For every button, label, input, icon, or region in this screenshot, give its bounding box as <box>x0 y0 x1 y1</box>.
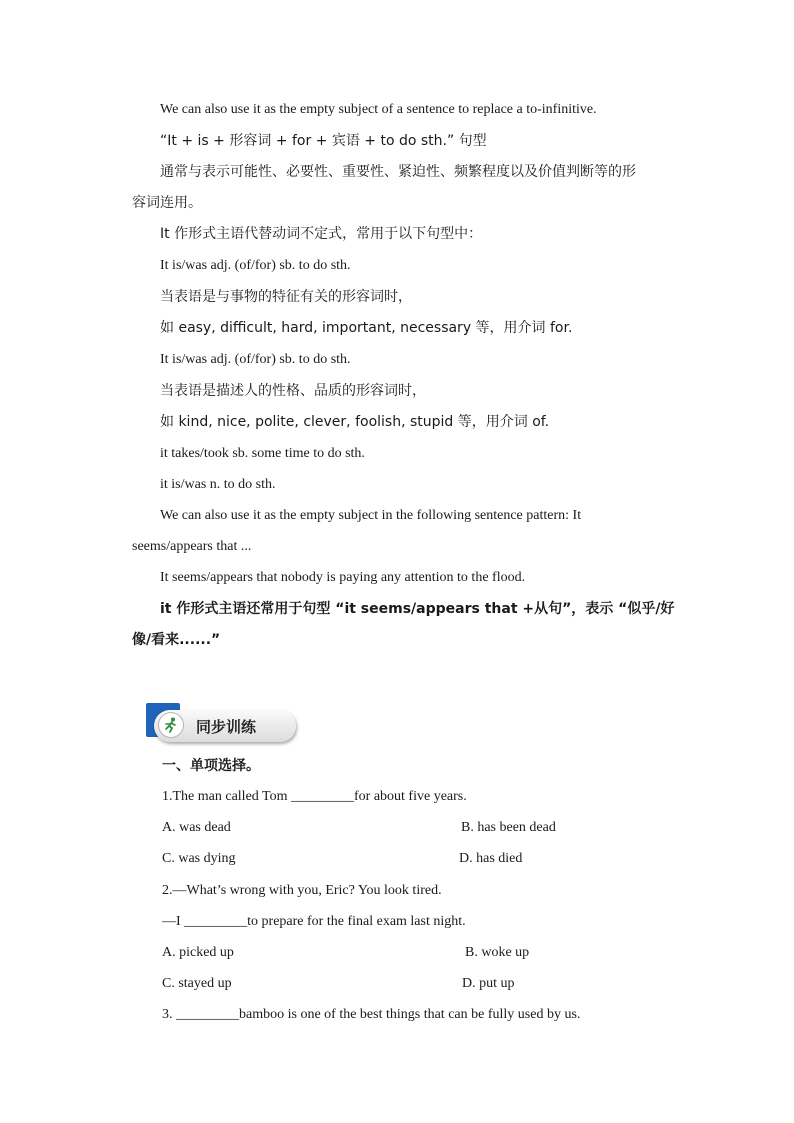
question-2-option-c[interactable]: C. stayed up <box>162 976 232 991</box>
section-title: 同步训练 <box>196 718 257 736</box>
question-2-reply: —I _________to prepare for the final exam last night. <box>162 914 466 929</box>
question-1-option-d[interactable]: D. has died <box>459 851 523 866</box>
note-line-14: We can also use it as the empty subject in the following sentence pattern: It <box>160 508 582 523</box>
note-line-8: 如 easy, difficult, hard, important, necessary 等，用介词 for. <box>160 320 573 336</box>
section-banner <box>146 703 298 743</box>
question-2-option-b[interactable]: B. woke up <box>465 945 530 960</box>
question-1-stem: 1.The man called Tom _________for about five years. <box>162 789 467 804</box>
note-line-5: It 作形式主语代替动词不定式，常用于以下句型中： <box>160 226 483 242</box>
note-line-16: It seems/appears that nobody is paying any attention to the flood. <box>160 570 526 585</box>
note-line-15: seems/appears that ... <box>132 539 252 554</box>
question-1-option-c[interactable]: C. was dying <box>162 851 236 866</box>
note-line-2: “It + is + 形容词 + for + 宾语 + to do sth.” 句型 <box>160 133 487 149</box>
note-line-10: 当表语是描述人的性格、品质的形容词时， <box>160 383 426 399</box>
question-1-option-b[interactable]: B. has been dead <box>461 820 556 835</box>
question-2-stem: 2.—What’s wrong with you, Eric? You look tired. <box>162 883 442 898</box>
note-line-17-bold: it 作形式主语还常用于句型 “it seems/appears that +从句”，表示 “似乎/好 <box>160 601 675 617</box>
note-line-11: 如 kind, nice, polite, clever, foolish, stupid 等，用介词 of. <box>160 414 550 430</box>
note-line-9: It is/was adj. (of/for) sb. to do sth. <box>160 352 351 367</box>
note-line-1: We can also use it as the empty subject of a sentence to replace a to-infinitive. <box>160 102 597 117</box>
note-line-18-bold: 像/看来......” <box>132 632 221 648</box>
note-line-4: 容词连用。 <box>132 195 202 211</box>
question-2-option-d[interactable]: D. put up <box>462 976 515 991</box>
question-3-stem: 3. _________bamboo is one of the best things that can be fully used by us. <box>162 1007 581 1022</box>
note-line-3: 通常与表示可能性、必要性、重要性、紧迫性、频繁程度以及价值判断等的形 <box>160 164 636 180</box>
note-line-12: it takes/took sb. some time to do sth. <box>160 446 365 461</box>
question-1-option-a[interactable]: A. was dead <box>162 820 231 835</box>
exercise-heading: 一、单项选择。 <box>162 758 260 774</box>
note-line-7: 当表语是与事物的特征有关的形容词时， <box>160 289 412 305</box>
question-2-option-a[interactable]: A. picked up <box>162 945 234 960</box>
note-line-6: It is/was adj. (of/for) sb. to do sth. <box>160 258 351 273</box>
runner-icon <box>158 712 184 738</box>
note-line-13: it is/was n. to do sth. <box>160 477 276 492</box>
